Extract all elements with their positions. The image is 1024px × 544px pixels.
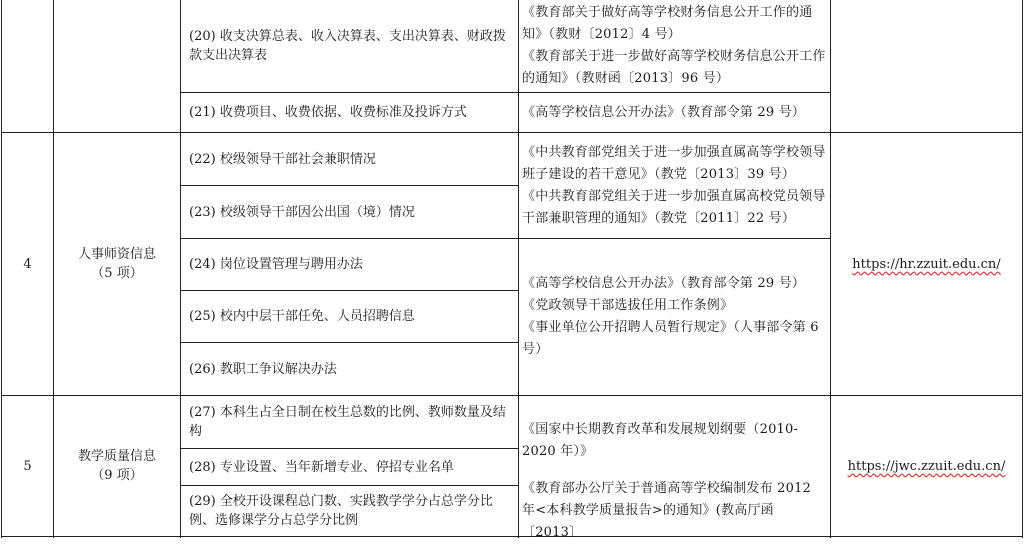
regulation-cell: [519, 481, 830, 540]
item-text: (26) 教职工争议解决办法: [189, 361, 337, 377]
item-text: (27) 本科生占全日制在校生总数的比例、教师数量及结构: [189, 405, 506, 439]
table-row: [181, 291, 518, 342]
category-name: 教学质量信息: [77, 449, 156, 464]
table-row: [181, 133, 518, 185]
grid-line: [1, 536, 1023, 537]
table-row: [181, 343, 518, 395]
regulation-text: 《事业单位公开招聘人员暂行规定》（人事部令第 6 号）: [522, 320, 819, 357]
regulation-text: 《教育部关于做好高等学校财务信息公开工作的通知》（教财〔2012〕4 号）: [522, 5, 813, 42]
regulation-text: 《教育部关于进一步做好高等学校财务信息公开工作的通知》（教财函〔2013〕96 号）: [522, 49, 826, 86]
regulation-text: 《国家中长期教育改革和发展规划纲要（2010-2020 年）》: [522, 422, 799, 459]
url-cell: [831, 133, 1022, 395]
grid-line: [1022, 0, 1023, 538]
regulation-cell: [519, 133, 830, 238]
regulation-cell: [519, 93, 830, 132]
item-text: (22) 校级领导干部社会兼职情况: [189, 151, 376, 167]
table-row: [181, 449, 518, 485]
department-link[interactable]: https://jwc.zzuit.edu.cn/: [847, 458, 1006, 474]
regulation-cell: [519, 0, 830, 92]
table-row: [181, 486, 518, 536]
category-cell: [54, 396, 180, 536]
category-count: （9 项）: [91, 468, 143, 483]
item-text: (28) 专业设置、当年新增专业、停招专业名单: [189, 459, 454, 475]
regulation-text: 《高等学校信息公开办法》（教育部令第 29 号）: [522, 276, 806, 291]
table-row: [181, 239, 518, 290]
item-text: (21) 收费项目、收费依据、收费标准及投诉方式: [189, 105, 467, 120]
item-text: (23) 校级领导干部因公出国（境）情况: [189, 204, 415, 220]
regulation-cell: [519, 239, 830, 395]
item-text: (25) 校内中层干部任免、人员招聘信息: [189, 309, 415, 324]
item-text: (29) 全校开设课程总门数、实践教学学分占总学分比例、选修课学分占总学分比例: [189, 494, 493, 528]
regulation-cell: [519, 396, 830, 486]
url-cell: [831, 396, 1022, 536]
regulation-text: 《中共教育部党组关于进一步加强直属高等学校领导班子建设的若干意见》（教党〔2013〕39 号）: [522, 144, 826, 182]
table-row: [181, 396, 518, 448]
table-row: [181, 186, 518, 238]
row-number: 4: [23, 256, 32, 272]
regulation-text: 《中共教育部党组关于进一步加强直属高校党员领导干部兼职管理的通知》（教党〔2011〕22 号）: [522, 188, 826, 226]
table-row: [181, 93, 518, 132]
department-link[interactable]: https://hr.zzuit.edu.cn/: [852, 256, 1001, 272]
category-count: （5 项）: [91, 266, 143, 281]
regulation-text: 《教育部办公厅关于普通高等学校编制发布 2012 年<本科教学质量报告>的通知》(教高厅函〔2013〕: [522, 481, 812, 540]
row-number: 5: [23, 458, 32, 474]
regulation-text: 《高等学校信息公开办法》（教育部令第 29 号）: [522, 104, 806, 120]
item-text: (24) 岗位设置管理与聘用办法: [189, 257, 363, 272]
table-row: [181, 0, 518, 92]
category-name: 人事师资信息: [77, 247, 156, 262]
category-cell: [54, 133, 180, 395]
regulation-text: 《党政领导干部选拔任用工作条例》: [522, 298, 734, 313]
item-text: (20) 收支决算总表、收入决算表、支出决算表、财政拨款支出决算表: [189, 29, 506, 63]
